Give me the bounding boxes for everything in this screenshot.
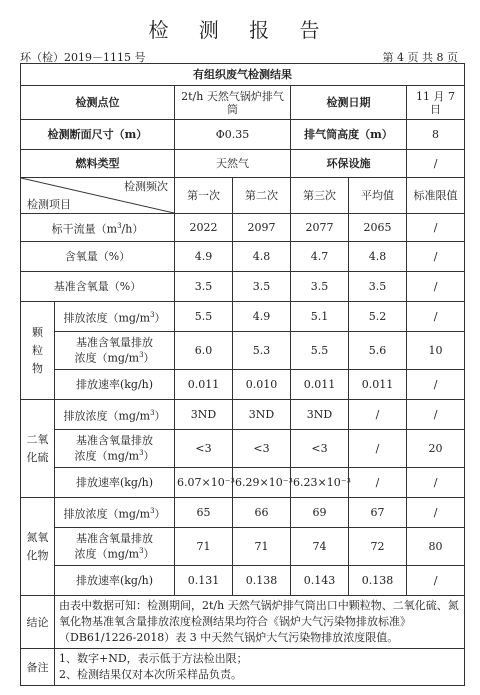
group-name-nox: 氮氧 化物 <box>21 498 55 596</box>
facility-label: 环保设施 <box>291 150 407 178</box>
remark-line: 2、检测结果仅对本次所采样品负责。 <box>59 668 242 681</box>
row-label: 排放浓度$(mg/m^3)$ <box>55 302 175 332</box>
row-label: 排放速率(kg/h) <box>55 468 175 498</box>
section-title: 有组织废气检测结果 <box>21 64 465 86</box>
cell: / <box>407 302 465 332</box>
cell: 4.9 <box>233 302 291 332</box>
cell: 6.29×10⁻³ <box>233 468 291 498</box>
facility-value: / <box>407 150 465 178</box>
cell: 4.8 <box>349 242 407 272</box>
results-table <box>20 63 465 686</box>
size-label: 检测断面尺寸（m） <box>21 120 175 150</box>
size-value: Φ0.35 <box>175 120 291 150</box>
report-number: 环（检）2019－1115 号 <box>20 51 146 64</box>
table-row <box>21 302 465 332</box>
conclusion-label: 结论 <box>21 596 55 649</box>
table-row <box>21 332 465 370</box>
height-value: 8 <box>407 120 465 150</box>
conclusion-text: 由表中数据可知：检测期间，2t/h 天然气锅炉排气筒出口中颗粒物、二氧化硫、氮氧化物基准氧含量排放浓度检测结果均符合《锅炉大气污染物排放标准》（DB61/1226-2018）表 3 中天然气锅炉大气污染物排放浓度限值。 <box>55 596 465 649</box>
cell: 3ND <box>291 400 349 430</box>
fuel-label: 燃料类型 <box>21 150 175 178</box>
fuel-value: 天然气 <box>175 150 291 178</box>
page-info: 第 4 页 共 8 页 <box>382 51 458 64</box>
col-second: 第二次 <box>233 178 291 214</box>
cell: 65 <box>175 498 233 528</box>
row-label: 排放速率(kg/h) <box>55 566 175 596</box>
row-label: 排放浓度$(mg/m^3)$ <box>55 498 175 528</box>
table-row <box>21 528 465 566</box>
cell: 2077 <box>291 214 349 242</box>
cell: 4.9 <box>175 242 233 272</box>
cell: / <box>407 272 465 302</box>
row-label: 排放浓度$(mg/m^3)$ <box>55 400 175 430</box>
cell: 3ND <box>233 400 291 430</box>
height-label: 排气筒高度（m） <box>291 120 407 150</box>
cell: / <box>349 468 407 498</box>
table-row <box>21 566 465 596</box>
cell: 67 <box>349 498 407 528</box>
cell: / <box>407 566 465 596</box>
cell: 2065 <box>349 214 407 242</box>
row-label: 排放速率(kg/h) <box>55 370 175 400</box>
cell: 6.0 <box>175 332 233 370</box>
col-limit: 标准限值 <box>407 178 465 214</box>
table-row <box>21 498 465 528</box>
table-row <box>21 468 465 498</box>
cell: <3 <box>175 430 233 468</box>
cell: / <box>349 430 407 468</box>
cell: / <box>407 468 465 498</box>
cell: 2022 <box>175 214 233 242</box>
row-label: 基准含氧量排放 浓度$(mg/m^3)$ <box>55 430 175 468</box>
cell: <3 <box>233 430 291 468</box>
cell: 66 <box>233 498 291 528</box>
cell: 0.011 <box>291 370 349 400</box>
point-label: 检测点位 <box>21 86 175 120</box>
cell: 4.8 <box>233 242 291 272</box>
cell: / <box>407 242 465 272</box>
cell: 71 <box>233 528 291 566</box>
cell: 6.07×10⁻³ <box>175 468 233 498</box>
cell: 0.010 <box>233 370 291 400</box>
cell: 3.5 <box>233 272 291 302</box>
row-label: 基准含氧量排放 浓度$(mg/m^3)$ <box>55 332 175 370</box>
row-label: 基准含氧量排放 浓度$(mg/m^3)$ <box>55 528 175 566</box>
cell: 0.138 <box>233 566 291 596</box>
cell: 10 <box>407 332 465 370</box>
cell: 5.3 <box>233 332 291 370</box>
cell: 0.138 <box>349 566 407 596</box>
date-label: 检测日期 <box>291 86 407 120</box>
cell: 5.5 <box>175 302 233 332</box>
cell: 20 <box>407 430 465 468</box>
group-name-particulate: 颗 粒 物 <box>21 302 55 400</box>
table-row <box>21 400 465 430</box>
cell: 72 <box>349 528 407 566</box>
group-name-so2: 二氧 化硫 <box>21 400 55 498</box>
cell: 0.011 <box>175 370 233 400</box>
table-row <box>21 242 465 272</box>
cell: 5.2 <box>349 302 407 332</box>
cell: / <box>407 370 465 400</box>
cell: / <box>349 400 407 430</box>
cell: 0.143 <box>291 566 349 596</box>
cell: / <box>407 214 465 242</box>
cell: 71 <box>175 528 233 566</box>
cell: 5.1 <box>291 302 349 332</box>
row-label: 标干流量$(m^3/h)$ <box>21 214 175 242</box>
remark-line: 1、数字+ND，表示低于方法检出限； <box>59 652 248 665</box>
table-row <box>21 272 465 302</box>
cell: 3ND <box>175 400 233 430</box>
cell: 0.131 <box>175 566 233 596</box>
cell: <3 <box>291 430 349 468</box>
remark-label: 备注 <box>21 649 55 686</box>
col-third: 第三次 <box>291 178 349 214</box>
report-title: 检 测 报 告 <box>148 18 332 42</box>
row-label: 基准含氧量（%） <box>21 272 175 302</box>
row-label: 含氧量（%） <box>21 242 175 272</box>
cell: 74 <box>291 528 349 566</box>
cell: 6.23×10⁻³ <box>291 468 349 498</box>
table-row <box>21 214 465 242</box>
date-value: 11 月 7 日 <box>407 86 465 120</box>
cell: 3.5 <box>175 272 233 302</box>
point-value: 2t/h 天然气锅炉排气筒 <box>175 86 291 120</box>
cell: 2097 <box>233 214 291 242</box>
freq-header: 检测频次 <box>124 180 168 193</box>
col-first: 第一次 <box>175 178 233 214</box>
cell: / <box>407 498 465 528</box>
cell: 5.5 <box>291 332 349 370</box>
header-diagonal-cell <box>21 178 175 214</box>
cell: 4.7 <box>291 242 349 272</box>
cell: 3.5 <box>349 272 407 302</box>
col-average: 平均值 <box>349 178 407 214</box>
remark-text <box>55 649 465 686</box>
cell: 69 <box>291 498 349 528</box>
item-header: 检测项目 <box>27 198 71 211</box>
cell: 80 <box>407 528 465 566</box>
cell: 5.6 <box>349 332 407 370</box>
cell: 3.5 <box>291 272 349 302</box>
table-row <box>21 370 465 400</box>
cell: 0.011 <box>349 370 407 400</box>
cell: / <box>407 400 465 430</box>
table-row <box>21 430 465 468</box>
